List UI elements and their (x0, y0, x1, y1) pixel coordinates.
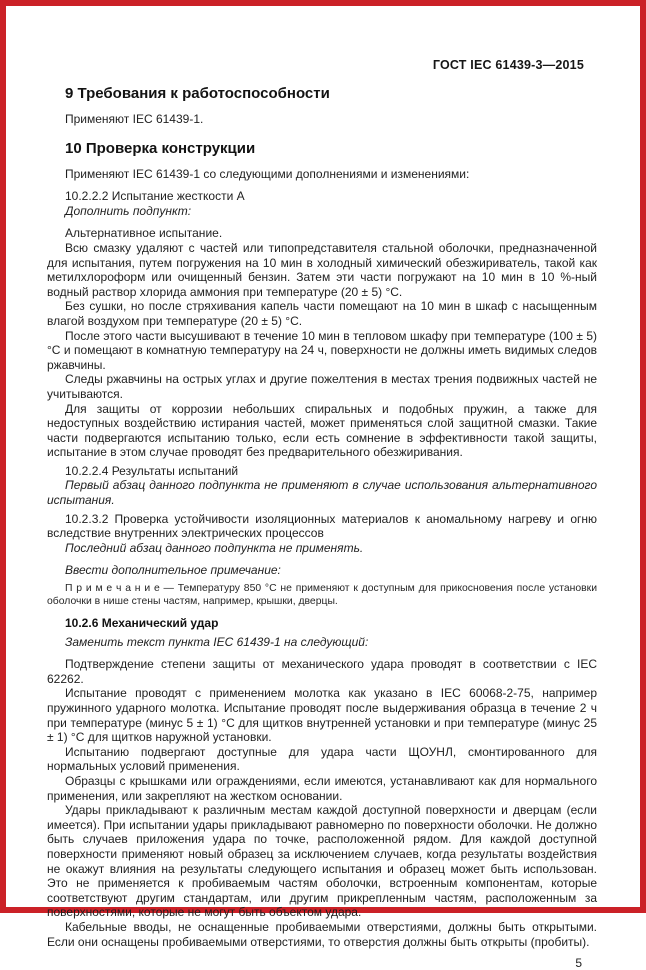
section-heading: 10 Проверка конструкции (65, 139, 256, 157)
paragraph: 10.2.6 Механический удар (65, 616, 219, 631)
paragraph: Удары прикладывают к различным местам каждой доступной поверхности и дверцам (если имеется). При испытании удары прикладывают равномерно по поверхности оболочки. Не должно быть случаев приложения удара по точке, расположенной рядом. Для каждой доступной поверхности применяют новый образец за исключением случаев, когда результаты воздействия не окажут влияния на результаты следующего испытания и образец может быть использован. Это не применяется к пробиваемым частям оболочки, встроенным компонентам, которые соответствуют другим стандартам, или другим прикрепленным частям, расположенным за поверхностями, которые не могут быть объектом удара. (47, 803, 597, 920)
paragraph: 10.2.3.2 Проверка устойчивости изоляционных материалов к аномальному нагреву и огню вследствие внутренних электрических процессов (47, 511, 597, 541)
paragraph: Всю смазку удаляют с частей или типопредставителя стальной оболочки, предназначенной для испытания, путем погружения на 10 мин в холодный химический обезжириватель, такой как метилхлороформ или очищенный бензин. Затем эти части погружают на 10 мин в 10 %-ный водный раствор хлорида аммония при температуре (20 ± 5) °С. (47, 240, 597, 299)
document-body (47, 85, 597, 949)
note-paragraph: П р и м е ч а н и е — Температуру 850 °С не применяют к доступным для прикосновения после установки оболочки в нише стены частям, например, крышки, дверцы. (47, 583, 597, 608)
page-number: 5 (575, 956, 582, 970)
paragraph: 10.2.2.4 Результаты испытаний (65, 463, 239, 478)
paragraph: Без сушки, но после стряхивания капель части помещают на 10 мин в шкаф с насыщенным влагой воздухом при температуре (20 ± 5) °С. (47, 299, 597, 328)
paragraph: Для защиты от коррозии небольших спиральных и подобных пружин, а также для недоступных воздействию истирания частей, может применяться слой защитной смазки. Такие части подвергаются испытанию только, если есть сомнение в эффективности такой защиты, испытание в этом случае проводят без предварительного обезжиривания. (47, 401, 597, 460)
section-heading: 9 Требования к работоспособности (65, 85, 330, 102)
paragraph: Первый абзац данного подпункта не применяют в случае использования альтернативного испытания. (47, 478, 597, 508)
page-content (47, 6, 597, 970)
paragraph: Ввести дополнительное примечание: (65, 563, 281, 578)
paragraph: Последний абзац данного подпункта не применять. (65, 540, 364, 555)
paragraph: Следы ржавчины на острых углах и другие пожелтения в местах трения подвижных частей не учитываются. (47, 372, 597, 401)
paragraph: Образцы с крышками или ограждениями, если имеются, устанавливают как для нормального применения, или закрепляют на жестком основании. (47, 773, 597, 803)
paragraph: Заменить текст пункта IEC 61439-1 на следующий: (65, 634, 369, 649)
paragraph: Дополнить подпункт: (65, 203, 192, 218)
paragraph: Испытание проводят с применением молотка как указано в IEC 60068-2-75, например пружинного ударного молотка. Испытание проводят после выдерживания образца в течение 2 ч при температуре (минус 5 ± 1) °С для щитков внутренней установки и при температуре (минус 25 ± 1) °С для щитков наружной установки. (47, 686, 597, 745)
paragraph: 10.2.2.2 Испытание жесткости А (65, 189, 245, 204)
document-code-header: ГОСТ IEC 61439-3—2015 (432, 58, 584, 72)
paragraph: После этого части высушивают в течение 10 мин в тепловом шкафу при температуре (100 ± 5) °С и помещают в комнатную температуру на 24 ч, поверхности не должны иметь видимых следов ржавчины. (47, 328, 597, 372)
paragraph: Испытанию подвергают доступные для удара части ЩОУНЛ, смонтированного для нормальных условий применения. (47, 744, 597, 774)
paragraph: Подтверждение степени защиты от механического удара проводят в соответствии с IEC 62262. (47, 657, 597, 686)
paragraph: Альтернативное испытание. (65, 226, 223, 241)
paragraph: Кабельные вводы, не оснащенные пробиваемыми отверстиями, должны быть открытыми. Если они оснащены пробиваемыми отверстиями, то отверстия должны быть открыты (пробиты). (47, 919, 597, 949)
paragraph: Применяют IEC 61439-1 со следующими дополнениями и изменениями: (65, 166, 470, 181)
paragraph: Применяют IEC 61439-1. (65, 112, 204, 126)
